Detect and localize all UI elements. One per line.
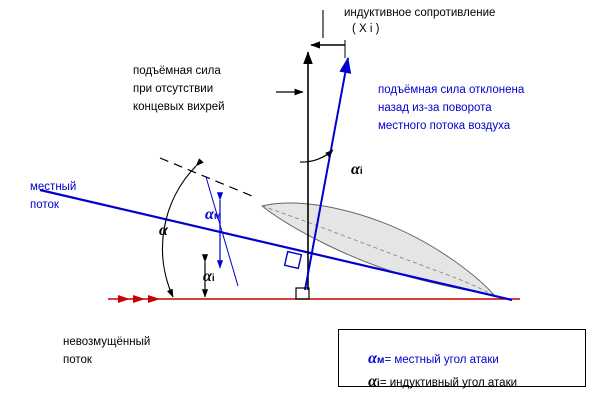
right-angle-marks — [285, 252, 309, 299]
symbol-alpha-m-sub: м — [213, 211, 222, 222]
label-lift-deflected-line2: назад из-за поворота — [378, 102, 492, 114]
label-lift-deflected-line1: подъёмная сила отклонена — [378, 84, 525, 96]
legend-alpha-m-text: = местный угол атаки — [384, 354, 499, 366]
label-lift-deflected-line3: местного потока воздуха — [378, 120, 511, 132]
legend-alpha-m-sub: м — [377, 355, 385, 366]
symbol-alpha-i-figure — [203, 268, 215, 286]
symbol-alpha-m-glyph: α — [205, 206, 214, 223]
label-lift-novortex-line1: подъёмная сила — [133, 65, 221, 77]
legend-alpha-m-glyph: α — [368, 350, 378, 367]
symbol-alpha-total: α — [159, 222, 168, 239]
symbol-alpha-i-sub: i — [211, 273, 215, 284]
label-local-flow-line1: местный — [30, 181, 77, 193]
legend-alpha-i-text: = индуктивный угол атаки — [379, 377, 518, 389]
legend-box — [338, 329, 586, 390]
symbol-alpha-i-lift — [351, 161, 363, 179]
label-local-flow-line2: поток — [30, 199, 59, 211]
symbol-alpha-i-glyph: α — [203, 268, 212, 285]
symbol-alpha-m — [205, 206, 221, 224]
induced-drag-arrow — [311, 10, 345, 58]
label-induced-drag-title: индуктивное сопротивление — [344, 7, 496, 19]
freestream-line — [108, 295, 520, 303]
symbol-alpha-i-lift-sub: i — [359, 166, 363, 177]
legend-alpha-i-sub: i — [377, 378, 380, 389]
symbol-alpha-i-lift-glyph: α — [351, 161, 360, 178]
label-free-flow-line1: невозмущённый — [63, 336, 151, 348]
label-lift-novortex-line2: при отсутствии — [133, 83, 214, 95]
legend-row-alpha-i — [349, 361, 517, 400]
label-induced-drag-symbol: ( X i ) — [352, 23, 380, 35]
label-lift-novortex-line3: концевых вихрей — [133, 101, 225, 113]
label-free-flow-line2: поток — [63, 354, 92, 366]
legend-alpha-i-glyph: α — [368, 373, 378, 390]
lift-tilted-arrow — [305, 58, 348, 290]
